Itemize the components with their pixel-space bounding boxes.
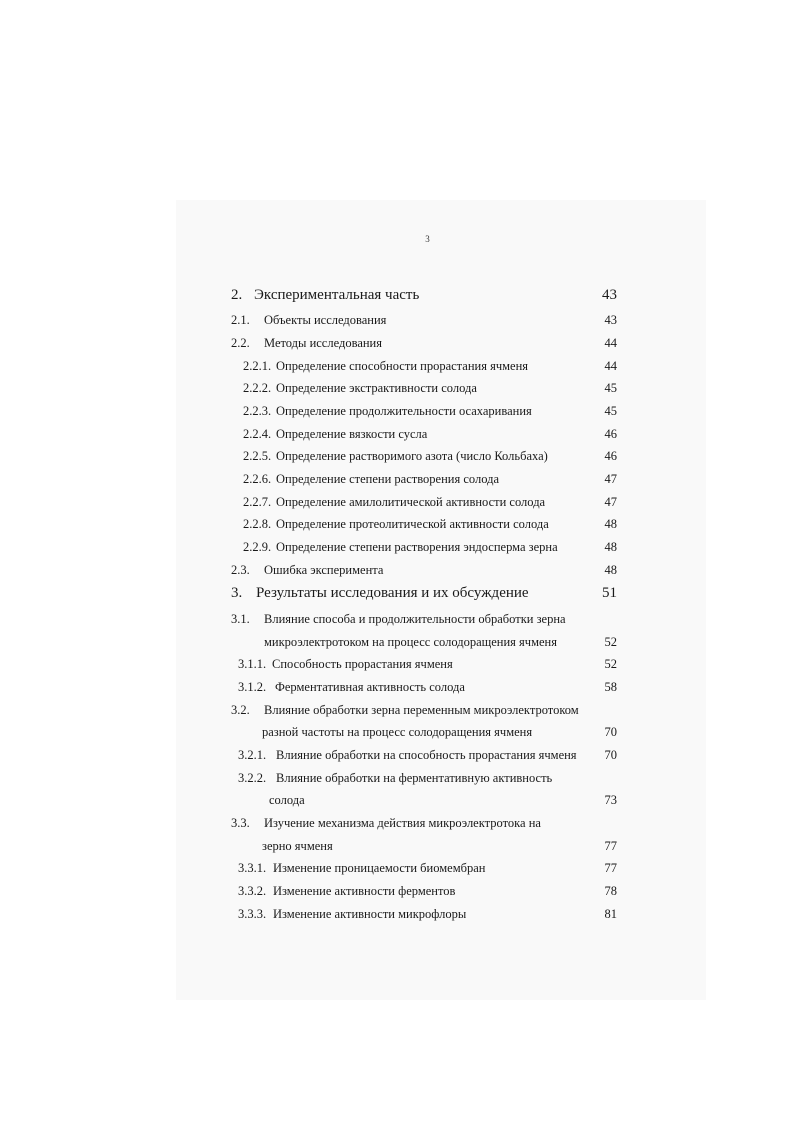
toc-entry-number: 2.2.5. [243,449,272,463]
toc-entry-number: 2.2.6. [243,472,272,486]
toc-entry-number: 3.3.1. [238,861,267,875]
toc-entry-title: Определение продолжительности осахаривания [276,404,532,418]
toc-entry-continuation [0,635,795,655]
toc-entry-title: разной частоты на процесс солодоращения ячменя [262,725,533,739]
toc-entry-title: Способность прорастания ячменя [272,657,453,671]
toc-entry-page: 51 [602,585,617,601]
toc-entry-title: Определение протеолитической активности солода [276,517,549,531]
page-number: 3 [425,234,430,244]
toc-entry-page: 52 [604,657,617,671]
toc-entry-number: 2.2.4. [243,427,272,441]
toc-entry [0,495,795,515]
toc-entry-number: 3.2.1. [238,748,267,762]
toc-entry-title: Изменение активности ферментов [273,884,456,898]
toc-entry-title: Результаты исследования и их обсуждение [256,585,529,601]
toc-entry-page: 46 [604,449,617,463]
toc-entry-number: 3.3. [231,816,250,830]
toc-entry-title: Влияние способа и продолжительности обработки зерна [264,612,566,626]
toc-entry-number: 3.1. [231,612,250,626]
toc-entry-title: Определение способности прорастания ячменя [276,359,529,373]
toc-entry-number: 2.3. [231,563,250,577]
toc-entry-number: 2.2.8. [243,517,272,531]
toc-entry-page: 52 [604,635,617,649]
toc-entry-title: Определение степени растворения эндосперма зерна [276,540,558,554]
toc-entry [0,612,795,632]
toc-entry-title: Методы исследования [264,336,382,350]
toc-entry [0,540,795,560]
toc-entry-number: 2.2.3. [243,404,272,418]
toc-entry [0,907,795,927]
toc-entry-page: 48 [604,563,617,577]
toc-entry-page: 81 [604,907,617,921]
toc-entry-number: 2.2.7. [243,495,272,509]
toc-entry-page: 43 [602,287,617,303]
toc-entry-title: Экспериментальная часть [254,287,420,303]
toc-entry-page: 43 [604,313,617,327]
toc-entry [0,771,795,791]
toc-entry [0,381,795,401]
toc-entry-page: 70 [604,725,617,739]
toc-entry-page: 77 [604,839,617,853]
toc-entry [0,563,795,583]
toc-entry-page: 77 [604,861,617,875]
toc-entry-title: Ошибка эксперимента [264,563,384,577]
toc-entry-title: Определение степени растворения солода [276,472,499,486]
toc-entry [0,884,795,904]
toc-entry-page: 44 [604,359,617,373]
toc-entry-title: микроэлектротоком на процесс солодоращения ячменя [264,635,557,649]
toc-entry-number: 3.2. [231,703,250,717]
toc-entry [0,585,795,605]
toc-entry [0,427,795,447]
toc-entry-title: Определение растворимого азота (число Кольбаха) [276,449,548,463]
toc-entry-title: Определение амилолитической активности солода [276,495,546,509]
toc-entry-number: 2.2. [231,336,250,350]
toc-entry-page: 45 [604,381,617,395]
toc-entry-page: 47 [604,495,617,509]
toc-entry-title: Объекты исследования [264,313,387,327]
toc-entry-number: 2.1. [231,313,250,327]
toc-entry [0,657,795,677]
toc-entry [0,449,795,469]
toc-entry [0,748,795,768]
toc-entry-page: 73 [604,793,617,807]
toc-entry-continuation [0,793,795,813]
toc-entry-page: 46 [604,427,617,441]
toc-entry-page: 44 [604,336,617,350]
toc-entry-title: Влияние обработки на способность прорастания ячменя [276,748,577,762]
toc-entry [0,472,795,492]
toc-entry [0,359,795,379]
toc-entry-page: 48 [604,517,617,531]
toc-entry [0,313,795,333]
toc-entry [0,517,795,537]
toc-entry-number: 2.2.9. [243,540,272,554]
toc-entry-page: 47 [604,472,617,486]
toc-entry-continuation [0,839,795,859]
toc-entry-page: 58 [604,680,617,694]
toc-entry-title: Влияние обработки на ферментативную активность [276,771,553,785]
toc-entry [0,703,795,723]
toc-entry-number: 2.2.2. [243,381,272,395]
toc-entry-number: 2.2.1. [243,359,272,373]
toc-entry-number: 3. [231,585,243,601]
toc-entry-title: Изучение механизма действия микроэлектротока на [264,816,541,830]
toc-entry [0,336,795,356]
toc-entry-page: 45 [604,404,617,418]
toc-entry-number: 3.3.2. [238,884,267,898]
toc-entry-page: 78 [604,884,617,898]
toc-entry-number: 2. [231,287,243,303]
toc-entry-title: Определение экстрактивности солода [276,381,477,395]
toc-entry-title: зерно ячменя [262,839,333,853]
toc-entry-title: Изменение активности микрофлоры [273,907,467,921]
toc-entry-page: 48 [604,540,617,554]
toc-entry-title: Изменение проницаемости биомембран [273,861,486,875]
toc-entry-continuation [0,725,795,745]
toc-entry-title: Влияние обработки зерна переменным микроэлектротоком [264,703,579,717]
toc-entry-title: солода [269,793,305,807]
toc-entry [0,861,795,881]
toc-entry [0,816,795,836]
toc-entry-page: 70 [604,748,617,762]
toc-entry-number: 3.1.2. [238,680,267,694]
toc-entry [0,680,795,700]
toc-entry-number: 3.3.3. [238,907,267,921]
toc-entry [0,287,795,307]
toc-entry-number: 3.2.2. [238,771,267,785]
toc-entry-title: Ферментативная активность солода [275,680,465,694]
toc-entry [0,404,795,424]
toc-entry-number: 3.1.1. [238,657,267,671]
toc-entry-title: Определение вязкости сусла [276,427,428,441]
